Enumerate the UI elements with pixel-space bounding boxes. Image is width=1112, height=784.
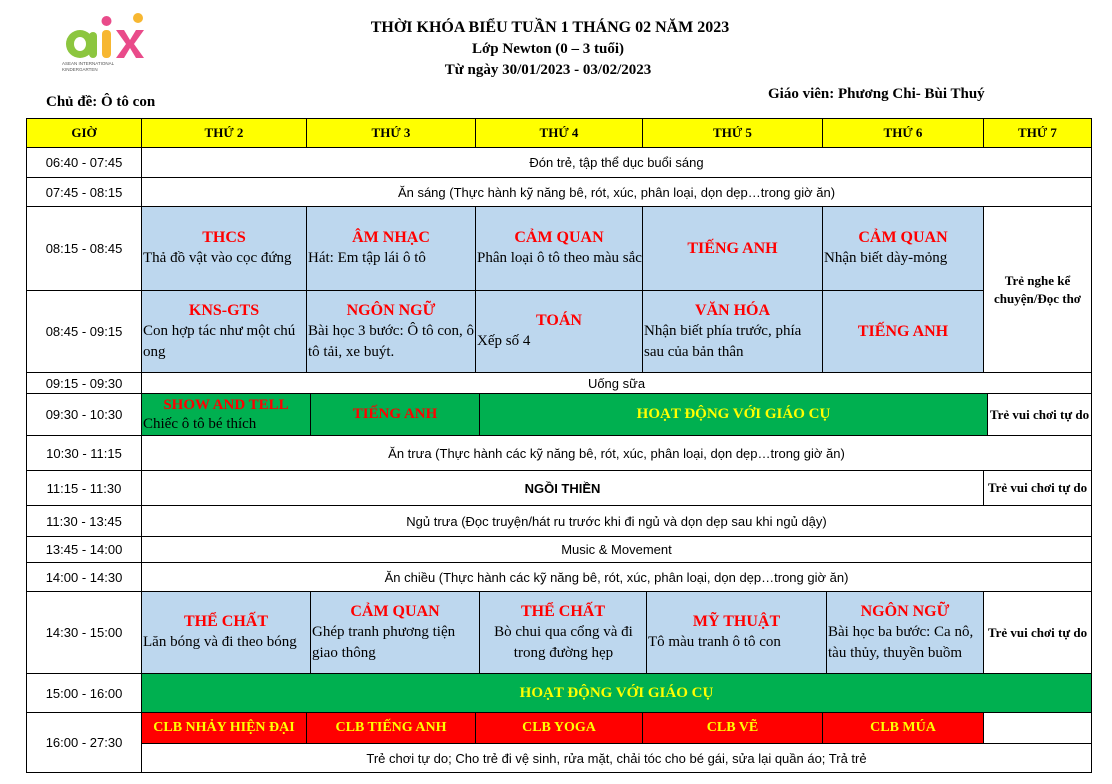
subject-title: CẢM QUAN [514, 229, 604, 246]
subject-desc: Nhận biết phía trước, phía sau của bản thân [644, 322, 802, 360]
col-header-tue: THỨ 3 [307, 119, 476, 148]
subject-title: THỂ CHẤT [520, 602, 605, 620]
subject-cell [643, 207, 823, 291]
subject-cell [307, 207, 476, 291]
col-header-wed: THỨ 4 [476, 119, 643, 148]
table-row [27, 506, 1092, 537]
schedule-title: THỜI KHÓA BIỂU TUẦN 1 THÁNG 02 NĂM 2023 [370, 19, 730, 36]
meditation-cell: NGỒI THIỀN [142, 471, 984, 506]
time-cell: 14:30 - 15:00 [27, 592, 142, 674]
logo-caption-2: KINDERGARTEN [62, 67, 98, 72]
table-row [27, 207, 1092, 291]
teacher-label: Giáo viên: Phương Chi- Bùi Thuý [768, 86, 985, 102]
subject-cell [476, 291, 643, 373]
subject-cell [823, 291, 984, 373]
time-cell: 09:30 - 10:30 [27, 394, 142, 436]
subject-title: TIẾNG ANH [857, 322, 949, 340]
club-cell: CLB MÚA [823, 713, 984, 744]
table-row [27, 394, 1092, 436]
time-cell: 06:40 - 07:45 [27, 148, 142, 178]
subject-title: CẢM QUAN [858, 229, 948, 246]
subject-cell [647, 592, 827, 674]
col-header-fri: THỨ 6 [823, 119, 984, 148]
time-cell: 14:00 - 14:30 [27, 563, 142, 592]
activity-cell: Ngủ trưa (Đọc truyện/hát ru trước khi đi ngủ và dọn dẹp sau khi ngủ dậy) [142, 506, 1092, 537]
subject-desc: Phân loại ô tô theo màu sắc [477, 250, 642, 266]
club-cell: CLB VẼ [643, 713, 823, 744]
table-row [27, 178, 1092, 207]
subject-cell [142, 207, 307, 291]
activity-cell: Trẻ chơi tự do; Cho trẻ đi vệ sinh, rửa mặt, chải tóc cho bé gái, sửa lại quần áo; Trả trẻ [142, 744, 1092, 773]
subject-desc: Bài học ba bước: Ca nô, tàu thủy, thuyền buồm [828, 623, 974, 661]
subject-title: TIẾNG ANH [687, 239, 778, 257]
date-range: Từ ngày 30/01/2023 - 03/02/2023 [444, 62, 652, 78]
subject-title: KNS-GTS [188, 301, 260, 319]
subject-desc: Thả đồ vật vào cọc đứng [143, 250, 292, 266]
time-cell: 07:45 - 08:15 [27, 178, 142, 207]
empty-cell [984, 713, 1092, 744]
col-header-thu: THỨ 5 [643, 119, 823, 148]
table-row [27, 674, 1092, 713]
subject-cell [643, 291, 823, 373]
subject-title: NGÔN NGỮ [860, 602, 950, 620]
time-cell: 13:45 - 14:00 [27, 537, 142, 563]
subject-cell [476, 207, 643, 291]
table-row [27, 537, 1092, 563]
table-row [27, 148, 1092, 178]
subject-desc: Nhận biết dày-mỏng [824, 250, 948, 266]
show-and-tell-cell [142, 394, 311, 436]
subject-desc: Bò chui qua cổng và đi trong đường hẹp [494, 623, 633, 661]
time-cell: 09:15 - 09:30 [27, 373, 142, 394]
subject-desc: Tô màu tranh ô tô con [648, 634, 781, 650]
subject-desc: Lăn bóng và đi theo bóng [143, 634, 297, 650]
saturday-cell: Trẻ vui chơi tự do [988, 394, 1092, 436]
subject-title: NGÔN NGỮ [346, 301, 436, 319]
club-cell: CLB YOGA [476, 713, 643, 744]
subject-cell [307, 291, 476, 373]
col-header-mon: THỨ 2 [142, 119, 307, 148]
english-cell [311, 394, 480, 436]
time-cell: 16:00 - 27:30 [27, 713, 142, 773]
saturday-cell: Trẻ vui chơi tự do [984, 471, 1092, 506]
subject-title: VĂN HÓA [694, 301, 771, 319]
subject-desc: Hát: Em tập lái ô tô [308, 250, 426, 266]
subject-desc: Con hợp tác như một chú ong [143, 322, 296, 360]
time-cell: 11:30 - 13:45 [27, 506, 142, 537]
class-line: Lớp Newton (0 – 3 tuổi) [471, 41, 625, 57]
subject-cell [311, 592, 480, 674]
subject-cell [823, 207, 984, 291]
subject-desc: Bài học 3 bước: Ô tô con, ô tô tải, xe buýt. [308, 322, 475, 360]
subject-title: CẢM QUAN [350, 602, 440, 620]
activity-cell: Đón trẻ, tập thể dục buổi sáng [142, 148, 1092, 178]
table-row [27, 744, 1092, 773]
subject-title: THCS [202, 229, 246, 246]
saturday-cell: Trẻ vui chơi tự do [984, 592, 1092, 674]
schedule-table [26, 118, 1092, 773]
subject-desc: Chiếc ô tô bé thích [143, 415, 257, 432]
teaching-aids-cell: HOẠT ĐỘNG VỚI GIÁO CỤ [142, 674, 1092, 713]
saturday-cell: Trẻ nghe kể chuyện/Đọc thơ [984, 207, 1092, 373]
subject-title: TOÁN [536, 312, 582, 329]
col-header-sat: THỨ 7 [984, 119, 1092, 148]
table-row [27, 471, 1092, 506]
subject-title: THỂ CHẤT [183, 613, 268, 630]
table-row [27, 436, 1092, 471]
teaching-aids-cell: HOẠT ĐỘNG VỚI GIÁO CỤ [480, 394, 988, 436]
table-row [27, 713, 1092, 744]
subject-title: TIẾNG ANH [352, 406, 438, 422]
subject-desc: Xếp số 4 [477, 333, 531, 349]
col-header-time: GIỜ [27, 119, 142, 148]
activity-cell: Ăn trưa (Thực hành các kỹ năng bê, rót, xúc, phân loại, dọn dẹp…trong giờ ăn) [142, 436, 1092, 471]
subject-title: MỸ THUẬT [692, 613, 781, 630]
table-row [27, 563, 1092, 592]
subject-cell [142, 291, 307, 373]
club-cell: CLB NHẢY HIỆN ĐẠI [142, 713, 307, 744]
subject-cell [827, 592, 984, 674]
activity-cell: Ăn chiều (Thực hành các kỹ năng bê, rót, xúc, phân loại, dọn dẹp…trong giờ ăn) [142, 563, 1092, 592]
time-cell: 08:45 - 09:15 [27, 291, 142, 373]
activity-cell: Music & Movement [142, 537, 1092, 563]
table-row [27, 291, 1092, 373]
activity-cell: Uống sữa [142, 373, 1092, 394]
table-row [27, 373, 1092, 394]
table-row [27, 592, 1092, 674]
activity-cell: Ăn sáng (Thực hành kỹ năng bê, rót, xúc, phân loại, dọn dẹp…trong giờ ăn) [142, 178, 1092, 207]
subject-title: SHOW AND TELL [163, 396, 289, 413]
subject-desc: Ghép tranh phương tiện giao thông [312, 623, 456, 661]
subject-cell [480, 592, 647, 674]
subject-cell [142, 592, 311, 674]
subject-title: ÂM NHẠC [352, 229, 430, 246]
club-cell: CLB TIẾNG ANH [307, 713, 476, 744]
time-cell: 11:15 - 11:30 [27, 471, 142, 506]
topic-label: Chủ đề: Ô tô con [46, 94, 156, 110]
time-cell: 10:30 - 11:15 [27, 436, 142, 471]
header-row [27, 119, 1092, 148]
time-cell: 15:00 - 16:00 [27, 674, 142, 713]
logo-caption-1: ASEAN INTERNATIONAL [62, 61, 115, 66]
time-cell: 08:15 - 08:45 [27, 207, 142, 291]
